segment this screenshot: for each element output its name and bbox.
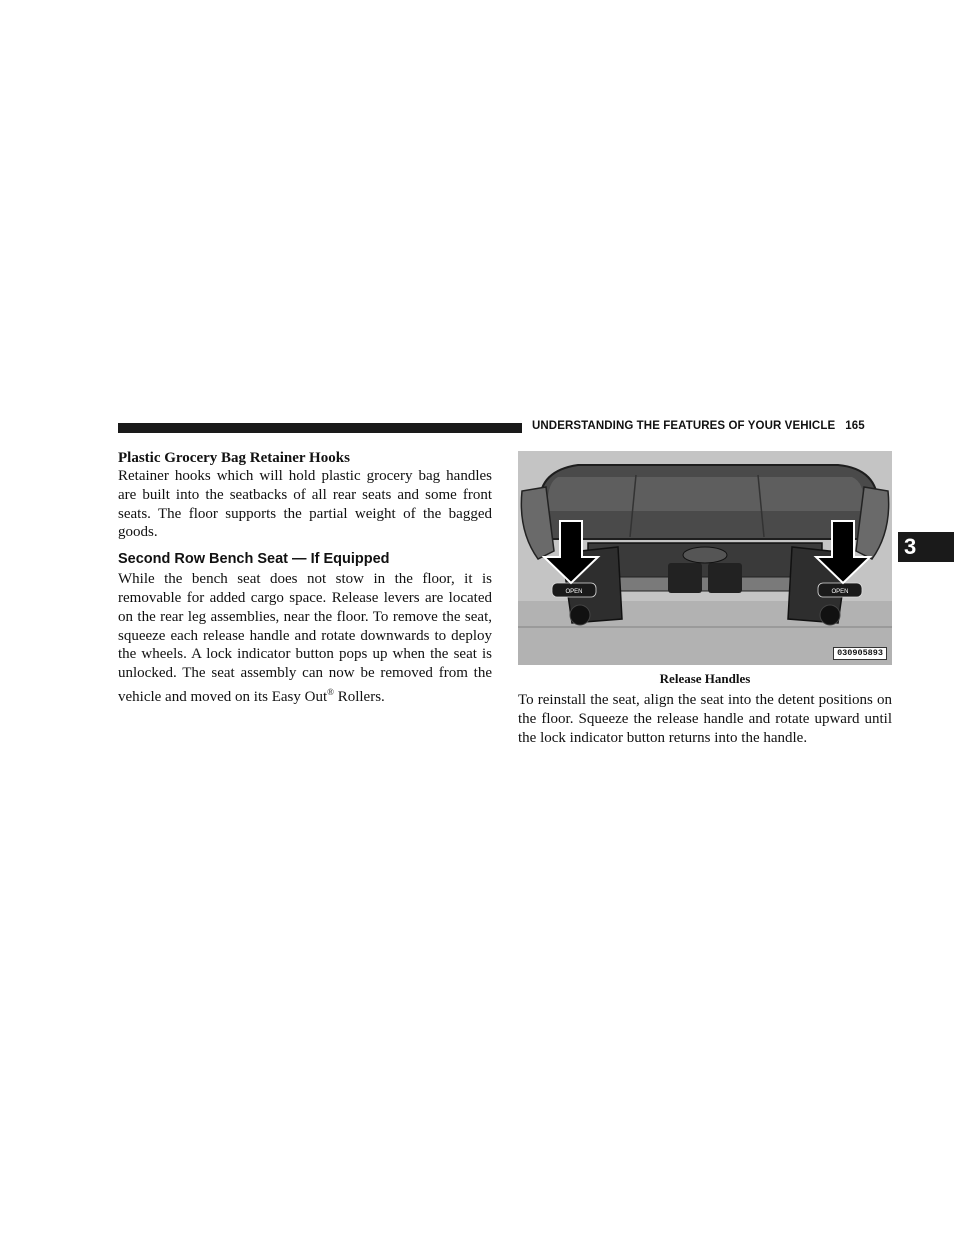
header-rule (118, 423, 522, 433)
paragraph-bench-seat-end: Rollers. (333, 688, 385, 705)
seat-drawing (518, 451, 892, 665)
right-column (518, 451, 892, 747)
chapter-tab: 3 (898, 532, 954, 562)
figure-caption: Release Handles (659, 671, 751, 686)
registered-mark: ® (327, 686, 334, 697)
right-handle-label: OPEN (831, 589, 849, 595)
figure-code: 030905893 (833, 647, 887, 660)
paragraph-bench-seat-text: While the bench seat does not stow in the floor, it is removable for added cargo space. Release levers are located on the rear leg assemblies, near the floor. To remove the seat, squeeze each release handle and rotate downwards to deploy the wheels. A lock indicator button pops up when the seat is unlocked. The seat assembly can now be removed from the vehicle and moved on its Easy Out (118, 571, 492, 705)
running-header (532, 420, 892, 432)
paragraph-bench-seat (118, 570, 492, 707)
release-handles-illustration (518, 451, 892, 665)
left-handle-label: OPEN (565, 589, 583, 595)
heading-bench-seat: Second Row Bench Seat — If Equipped (118, 551, 390, 568)
left-column (118, 449, 492, 707)
paragraph-grocery-hooks: Retainer hooks which will hold plastic grocery bag handles are built into the seatbacks of all rear seats and some front seats. The floor supports the partial weight of the bagged goods. (118, 468, 492, 541)
heading-grocery-hooks: Plastic Grocery Bag Retainer Hooks (118, 450, 350, 466)
paragraph-reinstall: To reinstall the seat, align the seat into the detent positions on the floor. Squeeze the release handle and rotate upward until the lock indicator button returns into the handle. (518, 692, 892, 746)
section-title: UNDERSTANDING THE FEATURES OF YOUR VEHICLE (532, 420, 836, 432)
page-number: 165 (845, 420, 865, 432)
